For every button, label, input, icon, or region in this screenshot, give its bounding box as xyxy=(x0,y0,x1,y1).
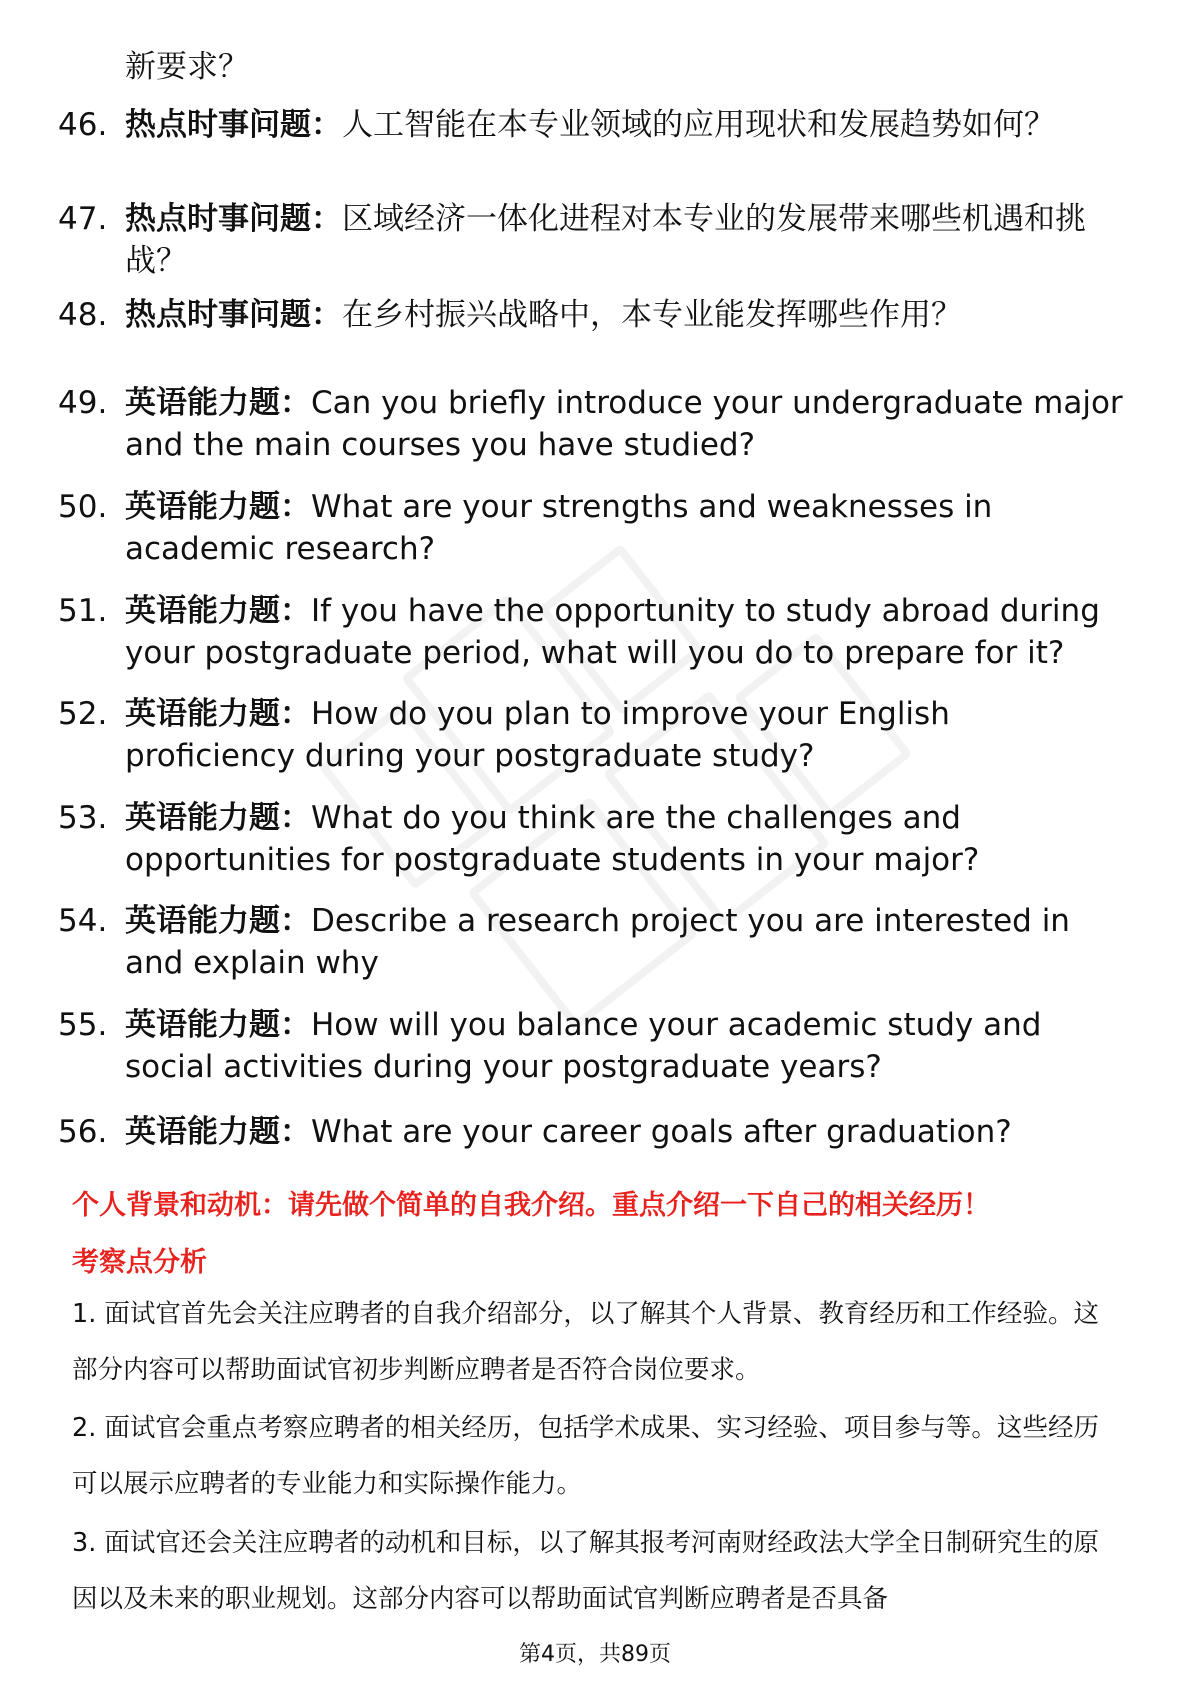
section-title: 个人背景和动机：请先做个简单的自我介绍。重点介绍一下自己的相关经历！ xyxy=(72,1190,990,1221)
analysis-point-3: 3. 面试官还会关注应聘者的动机和目标，以了解其报考河南财经政法大学全日制研究生的原因以及未来的职业规划。这部分内容可以帮助面试官判断应聘者是否具备 xyxy=(72,1528,1099,1614)
question-text: 在乡村振兴战略中，本专业能发挥哪些作用？ xyxy=(342,297,962,333)
question-category: 英语能力题： xyxy=(125,489,311,525)
question-number: 46. xyxy=(58,107,108,143)
question-category: 英语能力题： xyxy=(125,903,311,939)
question-item-52 xyxy=(58,693,1108,777)
question-category: 英语能力题： xyxy=(125,696,311,732)
question-number: 51. xyxy=(58,593,108,629)
question-text: What do you think are the challenges and opportunities for postgraduate students in your major? xyxy=(125,800,980,878)
question-text: How will you balance your academic study and social activities during your postgraduate years? xyxy=(125,1007,1042,1085)
question-category: 热点时事问题： xyxy=(125,201,342,237)
question-number: 54. xyxy=(58,903,108,939)
question-continuation: 新要求？ xyxy=(125,49,249,85)
question-item-46 xyxy=(58,104,1108,146)
question-category: 热点时事问题： xyxy=(125,107,342,143)
question-item-53 xyxy=(58,797,1108,881)
page-footer: 第4页，共89页 xyxy=(519,1642,671,1667)
question-number: 48. xyxy=(58,297,108,333)
question-category: 英语能力题： xyxy=(125,800,311,836)
question-number: 52. xyxy=(58,696,108,732)
question-item-55 xyxy=(58,1004,1108,1088)
question-text: 人工智能在本专业领域的应用现状和发展趋势如何？ xyxy=(342,107,1055,143)
question-text: Can you briefly introduce your undergraduate major and the main courses you have studied? xyxy=(125,385,1123,463)
question-number: 55. xyxy=(58,1007,108,1043)
question-category: 英语能力题： xyxy=(125,1007,311,1043)
question-text: 区域经济一体化进程对本专业的发展带来哪些机遇和挑战？ xyxy=(125,201,1086,279)
question-number: 53. xyxy=(58,800,108,836)
question-number: 50. xyxy=(58,489,108,525)
question-number: 47. xyxy=(58,201,108,237)
question-text: How do you plan to improve your English proficiency during your postgraduate study? xyxy=(125,696,950,774)
question-text: Describe a research project you are interested in and explain why xyxy=(125,903,1070,981)
question-item-51 xyxy=(58,590,1108,674)
question-item-49 xyxy=(58,382,1123,466)
question-item-50 xyxy=(58,486,1108,570)
question-item-56 xyxy=(58,1111,1108,1153)
question-category: 英语能力题： xyxy=(125,385,311,421)
question-item-54 xyxy=(58,900,1108,984)
question-category: 英语能力题： xyxy=(125,593,311,629)
question-text: If you have the opportunity to study abroad during your postgraduate period, what will you do to prepare for it? xyxy=(125,593,1100,671)
question-category: 热点时事问题： xyxy=(125,297,342,333)
question-category: 英语能力题： xyxy=(125,1114,311,1150)
analysis-point-2: 2. 面试官会重点考察应聘者的相关经历，包括学术成果、实习经验、项目参与等。这些经历可以展示应聘者的专业能力和实际操作能力。 xyxy=(72,1413,1099,1499)
question-number: 49. xyxy=(58,385,108,421)
analysis-point-1: 1. 面试官首先会关注应聘者的自我介绍部分，以了解其个人背景、教育经历和工作经验。这部分内容可以帮助面试官初步判断应聘者是否符合岗位要求。 xyxy=(72,1299,1099,1385)
question-number: 56. xyxy=(58,1114,108,1150)
question-item-48 xyxy=(58,294,1108,336)
analysis-heading: 考察点分析 xyxy=(72,1247,207,1278)
question-text: What are your strengths and weaknesses in academic research? xyxy=(125,489,993,567)
question-item-47 xyxy=(58,198,1108,282)
question-text: What are your career goals after graduation? xyxy=(311,1114,1012,1150)
